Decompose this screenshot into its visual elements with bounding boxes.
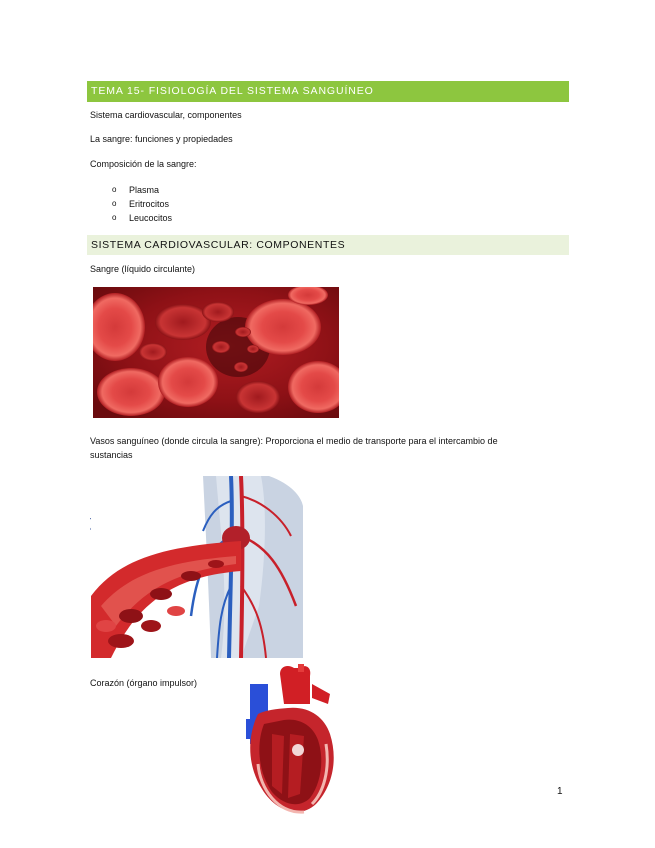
bullet-icon: o: [112, 199, 117, 208]
vasos-description-line2: sustancias: [90, 450, 133, 460]
red-blood-cells-image: [93, 287, 339, 418]
list-item: [112, 197, 172, 211]
composition-list: [112, 183, 172, 225]
blood-vessels-image: [91, 476, 303, 658]
section-title-tema-15: TEMA 15- FISIOLOGÍA DEL SISTEMA SANGUÍNEO: [87, 81, 569, 102]
sangre-label: Sangre (líquido circulante): [90, 264, 196, 274]
list-item: [112, 211, 172, 225]
intro-line-sangre: La sangre: funciones y propiedades: [90, 134, 233, 144]
bullet-icon: o: [112, 185, 117, 194]
list-item-label: Eritrocitos: [129, 199, 170, 209]
intro-line-composicion: Composición de la sangre:: [90, 159, 197, 169]
intro-line-cardiovascular: Sistema cardiovascular, componentes: [90, 110, 242, 120]
page-number: 1: [557, 786, 563, 797]
list-item-label: Leucocitos: [129, 213, 173, 223]
heart-image: [238, 664, 341, 819]
list-item: [112, 183, 172, 197]
corazon-label: Corazón (órgano impulsor): [90, 678, 198, 688]
list-item-label: Plasma: [129, 185, 160, 195]
section-title-componentes: SISTEMA CARDIOVASCULAR: COMPONENTES: [87, 235, 569, 255]
vasos-description-line1: Vasos sanguíneo (donde circula la sangre): Proporciona el medio de transporte para el intercambio de: [90, 436, 498, 446]
bullet-icon: o: [112, 213, 117, 222]
